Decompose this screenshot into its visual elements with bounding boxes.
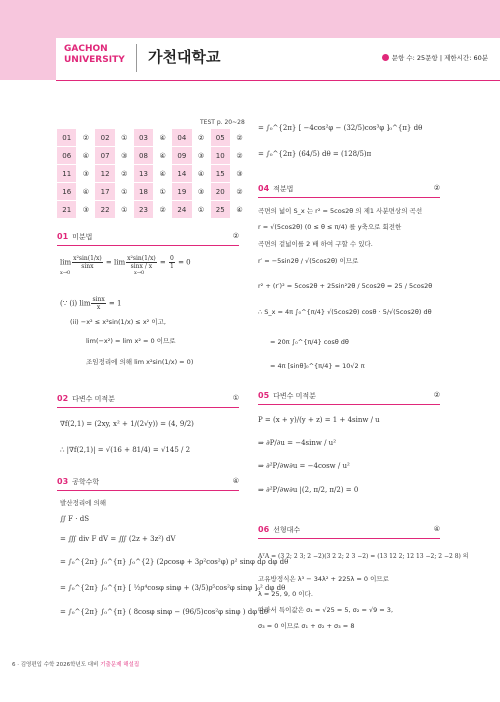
answer-choice: ④	[153, 129, 172, 147]
s05-line3: ⇒ ∂²P/∂w∂u = −4cosw / u²	[258, 462, 350, 470]
answer-row	[57, 165, 249, 183]
answer-choice: ①	[192, 201, 211, 219]
answer-row	[57, 129, 249, 147]
question-number: 18	[134, 183, 153, 201]
question-number: 09	[172, 147, 191, 165]
bullet-icon	[382, 54, 389, 61]
question-number: 07	[95, 147, 114, 165]
section-number: 01	[57, 232, 69, 241]
footer-highlight: 기출문제 해설집	[100, 662, 140, 668]
question-number: 22	[95, 201, 114, 219]
answer-choice: ③	[192, 183, 211, 201]
s04-para1: 곡면의 넓이 S_x 는 r² = 5cos2θ 의 제1 사분면상의 곡선	[258, 207, 423, 215]
s04-para7: = 20π ∫₀^{π/4} cosθ dθ	[270, 338, 349, 346]
logo-line1: GACHON	[64, 44, 108, 54]
s03-intro: 발산정리에 의해	[60, 499, 107, 507]
s03-line2: = ∭ div F dV = ∭ (2z + 3z²) dV	[60, 535, 176, 543]
page-number: 6	[12, 662, 16, 668]
answer-choice: ④	[192, 165, 211, 183]
answer-choice: ②	[153, 201, 172, 219]
s01-because: (∵ (i) lim $\frac{\sin x}{x}$ = 1	[60, 296, 122, 311]
answer-choice: ②	[76, 129, 95, 147]
s02-gradient-norm: ∴ |∇f(2,1)| = √(16 + 81/4) = √145 / 2	[60, 446, 191, 454]
s04-para4: r′ = −5sin2θ / √(5cos2θ) 이므로	[258, 257, 359, 265]
answer-choice: ④	[153, 147, 172, 165]
answer-choice: ④	[76, 147, 95, 165]
s03-cont-line1: = ∫₀^{2π} [ −4cos²φ − (32/5)cos³φ ]₀^{π} dθ	[258, 124, 423, 132]
answer-table	[57, 129, 249, 219]
section-title: 다변수 미적분	[273, 392, 316, 400]
s06-line5: σ₃ = 0 이므로 σ₁ + σ₂ + σ₃ = 8	[258, 622, 355, 630]
question-number: 21	[57, 201, 76, 219]
question-number: 03	[134, 129, 153, 147]
section-title: 미분법	[72, 233, 93, 241]
section-title: 선형대수	[273, 526, 301, 534]
s03-line1: ∬ F · dS	[60, 515, 89, 523]
s03-line4: = ∫₀^{2π} ∫₀^{π} [ ½ρ⁴cosφ sinφ + (3/5)ρ⁵cos²φ sinφ ]₀² dφ dθ	[60, 584, 286, 592]
answer-choice: ③	[115, 147, 134, 165]
s06-line2: 고유방정식은 λ³ − 34λ² + 225λ = 0 이므로	[258, 575, 389, 583]
section-number: 05	[258, 391, 270, 400]
university-logo	[64, 44, 125, 66]
question-number: 13	[134, 165, 153, 183]
question-number: 05	[211, 129, 230, 147]
question-number: 17	[95, 183, 114, 201]
exam-meta	[382, 53, 488, 62]
s02-gradient: ∇f(2,1) = (2xy, x² + 1/(2√y)) = (4, 9/2)	[60, 420, 194, 428]
section-06-header	[258, 525, 440, 539]
answer-choice: ③	[230, 165, 249, 183]
s03-line3: = ∫₀^{2π} ∫₀^{π} ∫₀^{2} (2ρcosφ + 3ρ²cos²φ) ρ² sinφ dρ dφ dθ	[60, 558, 289, 566]
exam-meta-text: 문항 수: 25문항 | 제한시간: 60분	[391, 54, 488, 62]
s01-step-lim: lim(−x²) = lim x² = 0 이므로	[86, 337, 176, 345]
s05-line4: ⇒ ∂²P/∂w∂u |(2, π/2, π/2) = 0	[258, 486, 359, 494]
answer-choice: ②	[230, 129, 249, 147]
answer-choice: ①	[115, 129, 134, 147]
s01-squeeze: 조임정리에 의해 lim x²sin(1/x) = 0)	[86, 358, 194, 366]
question-number: 15	[211, 165, 230, 183]
page-title: 가천대학교	[148, 48, 221, 66]
section-number: 03	[57, 477, 69, 486]
section-01-header	[57, 232, 239, 246]
section-title: 공학수학	[72, 478, 100, 486]
s06-line3: λ = 25, 9, 0 이다.	[258, 590, 313, 598]
section-number: 06	[258, 525, 270, 534]
question-number: 14	[172, 165, 191, 183]
section-03-header	[57, 477, 239, 491]
section-number: 04	[258, 184, 270, 193]
answer-choice: ③	[192, 147, 211, 165]
answer-choice: ④	[76, 183, 95, 201]
answer-choice: ②	[230, 183, 249, 201]
answer-choice: ③	[76, 165, 95, 183]
s03-cont-line2: = ∫₀^{2π} (64/5) dθ = (128/5)π	[258, 150, 372, 158]
question-number: 02	[95, 129, 114, 147]
question-number: 16	[57, 183, 76, 201]
answer-row	[57, 147, 249, 165]
answer-choice: ②	[230, 147, 249, 165]
question-number: 24	[172, 201, 191, 219]
page-footer	[12, 660, 139, 668]
logo-line2: UNIVERSITY	[64, 55, 125, 65]
question-number: 10	[211, 147, 230, 165]
question-number: 25	[211, 201, 230, 219]
question-number: 08	[134, 147, 153, 165]
header-separator	[136, 44, 137, 72]
footer-text: · 김영편입 수학 2026학년도 대비	[17, 662, 99, 668]
s04-para5: r² + (r′)² = 5cos2θ + 25sin²2θ / 5cos2θ = 25 / 5cos2θ	[258, 282, 433, 290]
section-answer: ②	[433, 184, 440, 192]
answer-row	[57, 201, 249, 219]
answer-choice: ④	[153, 165, 172, 183]
answer-choice: ②	[115, 165, 134, 183]
answer-row	[57, 183, 249, 201]
answer-choice: ④	[230, 201, 249, 219]
s01-limit-expression: lim $\frac{\text{x²sin(1/x)}}{\sin x}$ = lim $\frac{\text{x²sin(1/x)}}{\sin x / x}$ = $\frac{0}{1}$ = 0 x→0 x→0	[60, 255, 191, 276]
s06-line4: 따라서 특이값은 σ₁ = √25 = 5, σ₂ = √9 = 3,	[258, 606, 394, 614]
question-number: 06	[57, 147, 76, 165]
s05-line1: P = (x + y)/(y + z) = 1 + 4sinw / u	[258, 416, 380, 424]
section-number: 02	[57, 394, 69, 403]
page-header	[56, 38, 500, 80]
s05-line2: ⇒ ∂P/∂u = −4sinw / u²	[258, 439, 336, 447]
answer-choice: ③	[76, 201, 95, 219]
section-answer: ②	[232, 232, 239, 240]
section-answer: ②	[433, 391, 440, 399]
answer-choice: ②	[192, 129, 211, 147]
question-number: 01	[57, 129, 76, 147]
s04-para2: r = √(5cos2θ) (0 ≤ θ ≤ π/4) 를 y축으로 회전한	[258, 223, 402, 231]
section-answer: ①	[232, 394, 239, 402]
section-02-header	[57, 394, 239, 408]
header-rule	[56, 80, 500, 81]
s04-para3: 곡면의 겉넓이를 2 배 하여 구할 수 있다.	[258, 240, 373, 248]
s03-line5: = ∫₀^{2π} ∫₀^{π} ( 8cosφ sinφ − (96/5)cos²φ sinφ ) dφ dθ	[60, 608, 269, 616]
s04-para6: ∴ S_x = 4π ∫₀^{π/4} √(5cos2θ) cosθ · 5/√(5cos2θ) dθ	[258, 308, 432, 316]
left-pink-tab	[0, 0, 56, 80]
s01-step-ii: (ii) −x² ≤ x²sin(1/x) ≤ x² 이고,	[70, 318, 166, 326]
answer-choice: ①	[115, 183, 134, 201]
test-page-label: TEST p. 20~28	[200, 119, 245, 126]
question-number: 04	[172, 129, 191, 147]
section-title: 다변수 미적분	[72, 395, 115, 403]
s04-para8: = 4π [sinθ]₀^{π/4} = 10√2 π	[270, 362, 365, 370]
answer-choice: ①	[115, 201, 134, 219]
question-number: 12	[95, 165, 114, 183]
s06-line1: AᵀA = (3 2; 2 3; 2 −2)(3 2 2; 2 3 −2) = (13 12 2; 12 13 −2; 2 −2 8) 의	[258, 553, 469, 560]
section-04-header	[258, 184, 440, 198]
question-number: 23	[134, 201, 153, 219]
section-answer: ④	[232, 477, 239, 485]
section-05-header	[258, 391, 440, 405]
top-pink-band	[0, 0, 500, 38]
question-number: 20	[211, 183, 230, 201]
section-title: 적분법	[273, 185, 294, 193]
question-number: 11	[57, 165, 76, 183]
question-number: 19	[172, 183, 191, 201]
section-answer: ④	[433, 525, 440, 533]
answer-choice: ①	[153, 183, 172, 201]
